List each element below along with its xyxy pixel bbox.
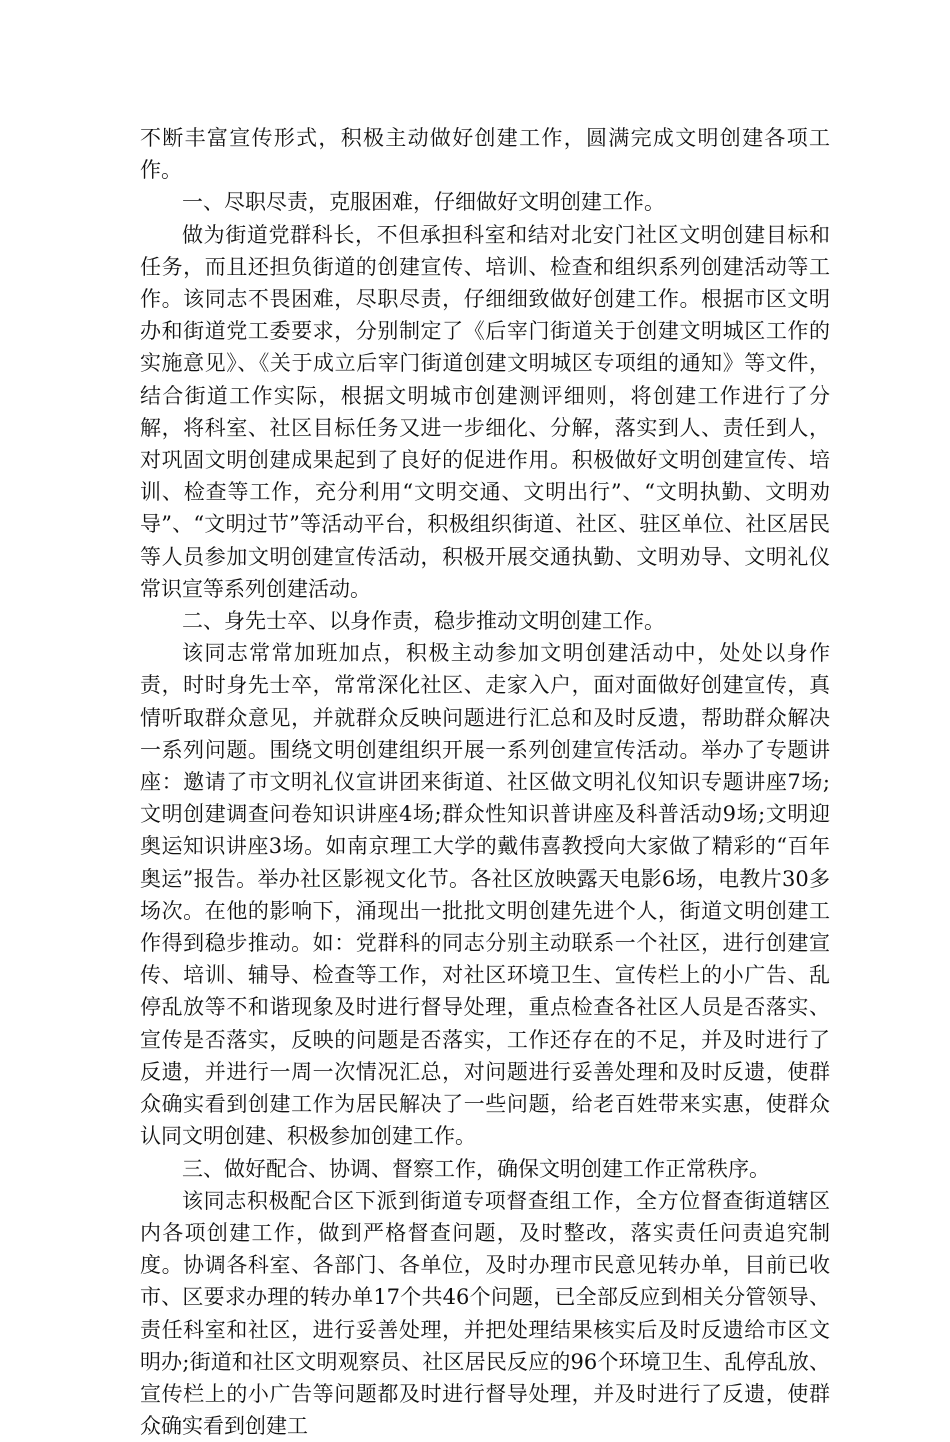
paragraph-continuation: 不断丰富宣传形式，积极主动做好创建工作，圆满完成文明创建各项工作。: [140, 126, 830, 183]
paragraph-section-2: 该同志常常加班加点，积极主动参加文明创建活动中，处处以身作责，时时身先士卒，常常深化社区、走家入户，面对面做好创建宣传，真情听取群众意见，并就群众反映问题进行汇总和及时反遗，帮助群众解决一系列问题。围绕文明创建组织开展一系列创建宣传活动。举办了专题讲座：邀请了市文明礼仪宣讲团来街道、社区做文明礼仪知识专题讲座7场;文明创建调查问卷知识讲座4场;群众性知识普讲座及科普活动9场;文明迎奥运知识讲座3场。如南京理工大学的戴伟喜教授向大家做了精彩的“百年奥运”报告。举办社区影视文化节。各社区放映露天电影6场，电教片30多场次。在他的影响下，涌现出一批批文明创建先进个人，街道文明创建工作得到稳步推动。如：党群科的同志分别主动联系一个社区，进行创建宣传、培训、辅导、检查等工作，对社区环境卫生、宣传栏上的小广告、乱停乱放等不和谐现象及时进行督导处理，重点检查各社区人员是否落实、宣传是否落实，反映的问题是否落实，工作还存在的不足，并及时进行了反遗，并进行一周一次情况汇总，对问题进行妥善处理和及时反遗，使群众确实看到创建工作为居民解决了一些问题，给老百姓带来实惠，使群众认同文明创建、积极参加创建工作。: [140, 641, 830, 1149]
document-page: [140, 122, 830, 1442]
paragraph-section-3: 该同志积极配合区下派到街道专项督查组工作，全方位督查街道辖区内各项创建工作，做到严格督查问题，及时整改，落实责任问责追究制度。协调各科室、各部门、各单位，及时办理市民意见转办单，目前已收市、区要求办理的转办单17个共46个问题，已全部反应到相关分管领导、责任科室和社区，进行妥善处理，并把处理结果核实后及时反遗给市区文明办;街道和社区文明观察员、社区居民反应的96个环境卫生、乱停乱放、宣传栏上的小广告等问题都及时进行督导处理，并及时进行了反遗，使群众确实看到创建工: [140, 1188, 830, 1439]
section-heading-3: 三、做好配合、协调、督察工作，确保文明创建工作正常秩序。: [182, 1156, 770, 1181]
section-heading-1: 一、尽职尽责，克服困难，仔细做好文明创建工作。: [182, 190, 665, 215]
section-heading-2: 二、身先士卒、以身作责，稳步推动文明创建工作。: [182, 609, 665, 634]
paragraph-section-1: 做为街道党群科长，不但承担科室和结对北安门社区文明创建目标和任务，而且还担负街道的创建宣传、培训、检查和组织系列创建活动等工作。该同志不畏困难，尽职尽责，仔细细致做好创建工作。根据市区文明办和街道党工委要求，分别制定了《后宰门街道关于创建文明城区工作的实施意见》、《关于成立后宰门街道创建文明城区专项组的通知》等文件，结合街道工作实际，根据文明城市创建测评细则，将创建工作进行了分解，将科室、社区目标任务又进一步细化、分解，落实到人、责任到人，对巩固文明创建成果起到了良好的促进作用。积极做好文明创建宣传、培训、检查等工作，充分利用“文明交通、文明出行”、“文明执勤、文明劝导”、“文明过节”等活动平台，积极组织街道、社区、驻区单位、社区居民等人员参加文明创建宣传活动，积极开展交通执勤、文明劝导、文明礼仪常识宣等系列创建活动。: [140, 222, 830, 601]
